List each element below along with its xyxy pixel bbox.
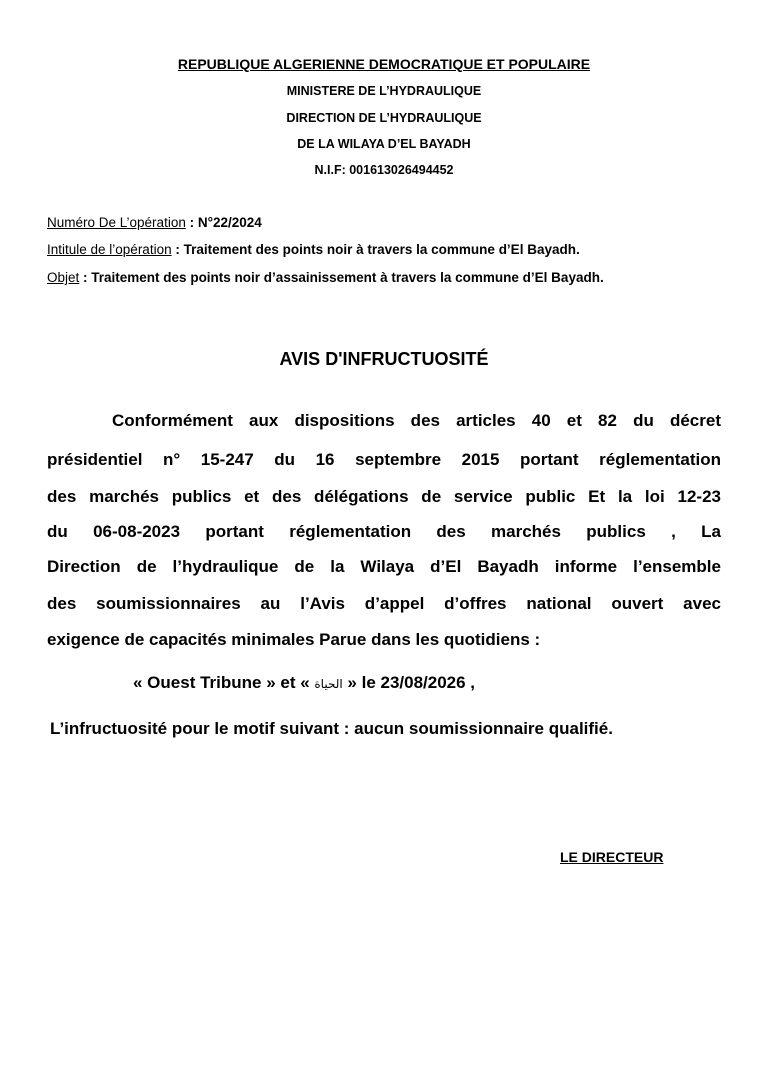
operation-object-line: Objet : Traitement des points noir d’assainissement à travers la commune d’El Bayadh. (47, 270, 604, 285)
paragraph-line: Direction de l’hydraulique de la Wilaya d’El Bayadh informe l’ensemble (47, 557, 721, 576)
newspaper-arabic-name: الحياة (314, 677, 343, 691)
paragraph-line: présidentiel n° 15-247 du 16 septembre 2015 portant réglementation (47, 450, 721, 469)
paragraph-line: exigence de capacités minimales Parue dans les quotidiens : (47, 630, 541, 649)
header-ministry: MINISTERE DE L’HYDRAULIQUE (286, 84, 482, 98)
paragraph-line: du 06-08-2023 portant réglementation des marchés publics , La (47, 522, 721, 541)
newspapers-prefix: « Ouest Tribune » et « (133, 673, 315, 692)
operation-number-line: Numéro De L’opération : N°22/2024 (47, 215, 262, 230)
newspapers-suffix: » le 23/08/2026 , (342, 673, 476, 692)
operation-title-value: Traitement des points noir à travers la commune d’El Bayadh. (183, 242, 580, 257)
header-direction: DIRECTION DE L’HYDRAULIQUE (286, 111, 482, 125)
signature-title: LE DIRECTEUR (560, 849, 664, 865)
header-republic: REPUBLIQUE ALGERIENNE DEMOCRATIQUE ET POPULAIRE (177, 56, 591, 72)
operation-title-label: Intitule de l’opération (47, 242, 172, 257)
header-nif: N.I.F: 001613026494452 (314, 163, 454, 177)
operation-title-line: Intitule de l’opération : Traitement des points noir à travers la commune d’El Bayadh. (47, 242, 580, 257)
paragraph-line: des soumissionnaires au l’Avis d’appel d’offres national ouvert avec (47, 594, 721, 613)
newspapers-line (133, 673, 475, 693)
header-wilaya: DE LA WILAYA D’EL BAYADH (297, 137, 471, 151)
operation-number-label: Numéro De L’opération (47, 215, 186, 230)
operation-object-label: Objet (47, 270, 80, 285)
motif-line: L’infructuosité pour le motif suivant : aucun soumissionnaire qualifié. (50, 719, 613, 738)
operation-number-value: N°22/2024 (197, 215, 262, 230)
paragraph-line: des marchés publics et des délégations de service public Et la loi 12-23 (47, 487, 721, 506)
operation-object-value: Traitement des points noir d’assainissement à travers la commune d’El Bayadh. (91, 270, 604, 285)
notice-title: AVIS D'INFRUCTUOSITÉ (279, 349, 489, 369)
paragraph-line: Conformément aux dispositions des articles 40 et 82 du décret (112, 411, 721, 430)
